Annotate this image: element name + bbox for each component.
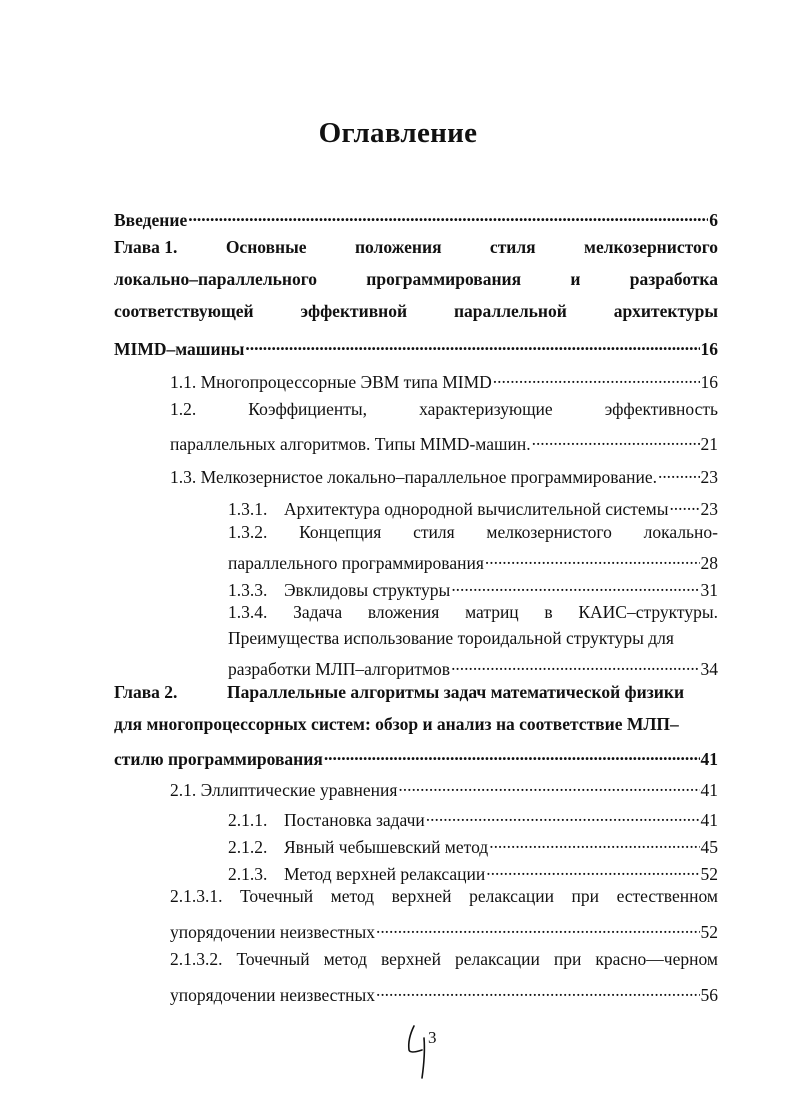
toc-entry-2-1-3-1-line2 — [170, 916, 718, 943]
toc-label: упорядочении неизвестных — [170, 922, 375, 942]
toc-word: мелкозернистого — [584, 237, 718, 257]
toc-entry-1-3-2[interactable] — [228, 521, 718, 543]
toc-word: эффективность — [604, 399, 718, 419]
toc-entry-1-3-4[interactable] — [228, 601, 718, 623]
toc-word: Основные — [225, 237, 307, 257]
toc-page: 52 — [700, 922, 718, 942]
toc-word: красно—черном — [595, 949, 718, 969]
toc-word: параллельной — [453, 301, 567, 321]
toc-number: 1.3.3. — [228, 580, 268, 600]
toc-entry-1-3-4-line2 — [228, 627, 718, 649]
toc-label: Метод верхней релаксации — [284, 864, 486, 884]
toc-page: 16 — [700, 372, 718, 392]
toc-page: 21 — [700, 434, 718, 454]
toc-label: 1.3. Мелкозернистое локально–параллельное программирование. — [170, 467, 657, 487]
toc-label: Явный чебышевский метод — [284, 837, 489, 857]
dot-leader — [489, 831, 699, 853]
toc-page: 6 — [709, 210, 718, 230]
toc-number: 2.1.3.1. — [170, 886, 223, 906]
toc-word: матриц — [465, 602, 519, 622]
toc-word: Точечный — [236, 949, 310, 969]
dot-leader — [658, 461, 700, 483]
toc-entry-2-1-3-1[interactable] — [170, 885, 718, 907]
toc-label: стилю программирования — [114, 749, 323, 769]
toc-page: 52 — [700, 864, 718, 884]
toc-page: 45 — [700, 837, 718, 857]
dot-leader — [376, 916, 700, 938]
toc-label: Введение — [114, 210, 188, 230]
toc-word: программирования — [366, 269, 522, 289]
dot-leader — [493, 366, 700, 388]
toc-label: 1.1. Многопроцессорные ЭВМ типа MIMD — [170, 372, 492, 392]
toc-entry-2-1-2[interactable] — [228, 831, 718, 858]
toc-label: Архитектура однородной вычислительной системы — [284, 499, 669, 519]
toc-word: разработка — [629, 269, 718, 289]
dot-leader — [485, 547, 700, 569]
toc-entry-1-1[interactable] — [170, 366, 718, 393]
toc-label: параллельных алгоритмов. Типы MIMD-машин. — [170, 434, 531, 454]
toc-label: параллельного программирования — [228, 553, 484, 573]
toc-label: разработки МЛП–алгоритмов — [228, 659, 451, 679]
toc-entry-ch2-line3 — [114, 743, 718, 770]
toc-entry-1-3-4-line3 — [228, 653, 718, 680]
toc-number: 1.3.1. — [228, 499, 268, 519]
toc-page: 23 — [700, 499, 718, 519]
toc-label: Преимущества использование тороидальной структуры для — [228, 628, 674, 648]
toc-label: Постановка задачи — [284, 810, 425, 830]
page-number: 3 — [428, 1028, 437, 1047]
toc-word: Задача — [293, 602, 343, 622]
toc-entry-1-3-1[interactable] — [228, 493, 718, 520]
toc-number: 2.1.3. — [228, 864, 268, 884]
toc-entry-2-1-3-2[interactable] — [170, 948, 718, 970]
toc-word: локально–параллельного — [114, 269, 317, 289]
toc-word: мелкозернистого — [486, 522, 612, 542]
toc-number: 2.1.2. — [228, 837, 268, 857]
toc-word: КАИС–структуры. — [578, 602, 718, 622]
toc-entry-2-1[interactable] — [170, 774, 718, 801]
toc-word: характеризующие — [419, 399, 553, 419]
toc-entry-1-3-3[interactable] — [228, 574, 718, 601]
toc-page: 28 — [700, 553, 718, 573]
toc-entry-1-2[interactable] — [170, 398, 718, 420]
toc-entry-1-3-2-line2 — [228, 547, 718, 574]
toc-entry-ch1-line3 — [114, 300, 718, 322]
toc-entry-ch1-line2 — [114, 268, 718, 290]
toc-word: локально- — [643, 522, 718, 542]
toc-word: в — [544, 602, 553, 622]
toc-entry-2-1-1[interactable] — [228, 804, 718, 831]
toc-entry-ch1-line1[interactable] — [114, 236, 718, 258]
toc-page: 56 — [700, 985, 718, 1005]
toc-page: 23 — [700, 467, 718, 487]
chapter-number: Глава 1. — [114, 237, 178, 257]
toc-word: релаксации — [454, 949, 540, 969]
toc-word: Концепция — [299, 522, 382, 542]
dot-leader — [451, 574, 699, 596]
toc-page: 16 — [700, 339, 718, 359]
dot-leader — [532, 428, 700, 450]
toc-label: Параллельные алгоритмы задач математической физики — [227, 682, 685, 702]
toc-label: 2.1. Эллиптические уравнения — [170, 780, 398, 800]
toc-word: положения — [354, 237, 442, 257]
toc-label: MIMD–машины — [114, 339, 245, 359]
dot-leader — [426, 804, 700, 826]
dot-leader — [398, 774, 699, 796]
toc-word: релаксации — [469, 886, 555, 906]
toc-label: Эвклидовы структуры — [284, 580, 451, 600]
toc-label: для многопроцессорных систем: обзор и анализ на соответствие МЛП– — [114, 714, 679, 734]
toc-label: упорядочении неизвестных — [170, 985, 375, 1005]
toc-word: 1.2. — [170, 399, 197, 419]
toc-entry-intro[interactable] — [114, 204, 718, 231]
toc-entry-2-1-3-2-line2 — [170, 979, 718, 1006]
toc-page: 34 — [700, 659, 718, 679]
dot-leader — [188, 204, 708, 226]
toc-word: верхней — [381, 949, 441, 969]
toc-word: метод — [323, 949, 368, 969]
toc-page: 41 — [700, 810, 718, 830]
chapter-number: Глава 2. — [114, 682, 178, 702]
toc-number: 2.1.1. — [228, 810, 268, 830]
toc-word: архитектуры — [613, 301, 718, 321]
toc-word: стиля — [413, 522, 455, 542]
toc-word: стиля — [489, 237, 536, 257]
toc-word: эффективной — [300, 301, 408, 321]
toc-word: соответствующей — [114, 301, 254, 321]
toc-word: и — [570, 269, 581, 289]
toc-word: верхней — [391, 886, 452, 906]
dot-leader — [245, 333, 699, 355]
dot-leader — [669, 493, 699, 515]
toc-entry-2-1-3[interactable] — [228, 858, 718, 885]
toc-entry-1-3[interactable] — [170, 461, 718, 488]
toc-page: 41 — [700, 780, 718, 800]
dot-leader — [451, 653, 699, 675]
toc-word: при — [553, 949, 582, 969]
dot-leader — [486, 858, 699, 880]
toc-word: Точечный — [240, 886, 314, 906]
toc-page: 31 — [700, 580, 718, 600]
toc-word: Коэффициенты, — [248, 399, 368, 419]
toc-number: 1.3.4. — [228, 602, 268, 622]
toc-number: 1.3.2. — [228, 522, 268, 542]
toc-entry-ch2-line2 — [114, 713, 718, 735]
toc-page: 41 — [700, 749, 718, 769]
toc-word: метод — [330, 886, 375, 906]
toc-entry-ch1-line4 — [114, 333, 718, 360]
toc-number: 2.1.3.2. — [170, 949, 223, 969]
toc-entry-ch2[interactable] — [114, 681, 718, 703]
dot-leader — [324, 743, 700, 765]
toc-word: естественном — [616, 886, 718, 906]
toc-entry-1-2-line2 — [170, 428, 718, 455]
toc-word: вложения — [367, 602, 440, 622]
dot-leader — [376, 979, 700, 1001]
page-title: Оглавление — [318, 117, 478, 149]
toc-word: при — [571, 886, 600, 906]
